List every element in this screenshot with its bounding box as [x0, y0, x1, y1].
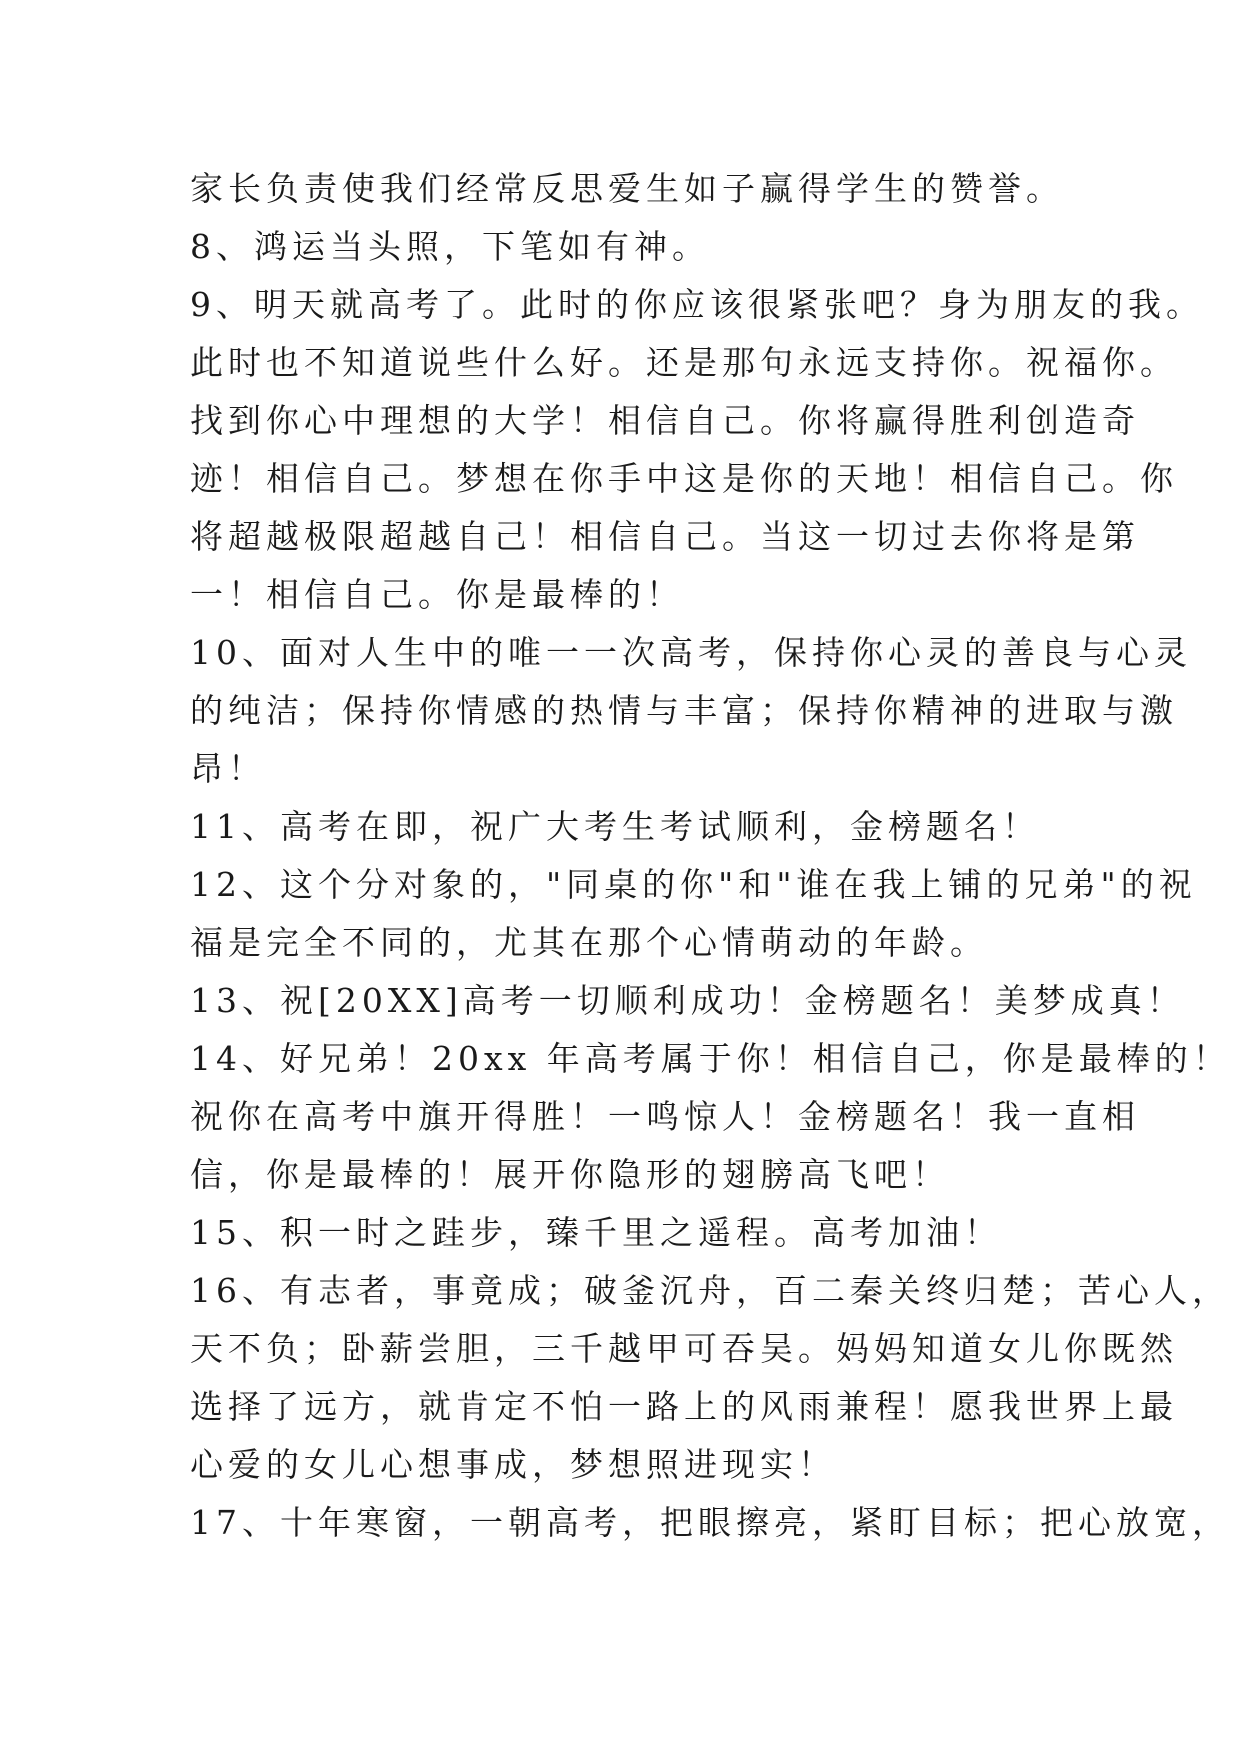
- body-text: [190, 160, 1231, 1552]
- text-line: 福是完全不同的，尤其在那个心情萌动的年龄。: [190, 923, 988, 962]
- text-line: 找到你心中理想的大学！相信自己。你将赢得胜利创造奇: [190, 401, 1140, 440]
- text-line: 17、十年寒窗，一朝高考，把眼擦亮，紧盯目标；把心放宽，: [190, 1503, 1230, 1542]
- text-line: 将超越极限超越自己！相信自己。当这一切过去你将是第: [190, 517, 1140, 556]
- text-line: 心爱的女儿心想事成，梦想照进现实！: [190, 1445, 836, 1484]
- text-line: 14、好兄弟！20xx 年高考属于你！相信自己，你是最棒的！: [190, 1039, 1231, 1078]
- text-line: 迹！相信自己。梦想在你手中这是你的天地！相信自己。你: [190, 459, 1178, 498]
- text-line: 家长负责使我们经常反思爱生如子赢得学生的赞誉。: [190, 169, 1064, 208]
- text-line: 此时也不知道说些什么好。还是那句永远支持你。祝福你。: [190, 343, 1178, 382]
- text-line: 15、积一时之跬步，臻千里之遥程。高考加油！: [190, 1213, 1002, 1252]
- text-line: 9、明天就高考了。此时的你应该很紧张吧？身为朋友的我。: [190, 285, 1204, 324]
- text-line: 12、这个分对象的，"同桌的你"和"谁在我上铺的兄弟"的祝: [190, 865, 1197, 904]
- text-line: 10、面对人生中的唯一一次高考，保持你心灵的善良与心灵: [190, 633, 1192, 672]
- text-line: 天不负；卧薪尝胆，三千越甲可吞吴。妈妈知道女儿你既然: [190, 1329, 1178, 1368]
- text-line: 16、有志者，事竟成；破釜沉舟，百二秦关终归楚；苦心人，: [190, 1271, 1230, 1310]
- text-line: 信，你是最棒的！展开你隐形的翅膀高飞吧！: [190, 1155, 950, 1194]
- text-line: 昂！: [190, 749, 266, 788]
- text-line: 11、高考在即，祝广大考生考试顺利，金榜题名！: [190, 807, 1040, 846]
- text-line: 的纯洁；保持你情感的热情与丰富；保持你精神的进取与激: [190, 691, 1178, 730]
- text-line: 8、鸿运当头照，下笔如有神。: [190, 227, 710, 266]
- text-line: 祝你在高考中旗开得胜！一鸣惊人！金榜题名！我一直相: [190, 1097, 1140, 1136]
- text-line: 选择了远方，就肯定不怕一路上的风雨兼程！愿我世界上最: [190, 1387, 1178, 1426]
- text-line: 一！相信自己。你是最棒的！: [190, 575, 684, 614]
- text-line: 13、祝[20XX]高考一切顺利成功！金榜题名！美梦成真！: [190, 981, 1185, 1020]
